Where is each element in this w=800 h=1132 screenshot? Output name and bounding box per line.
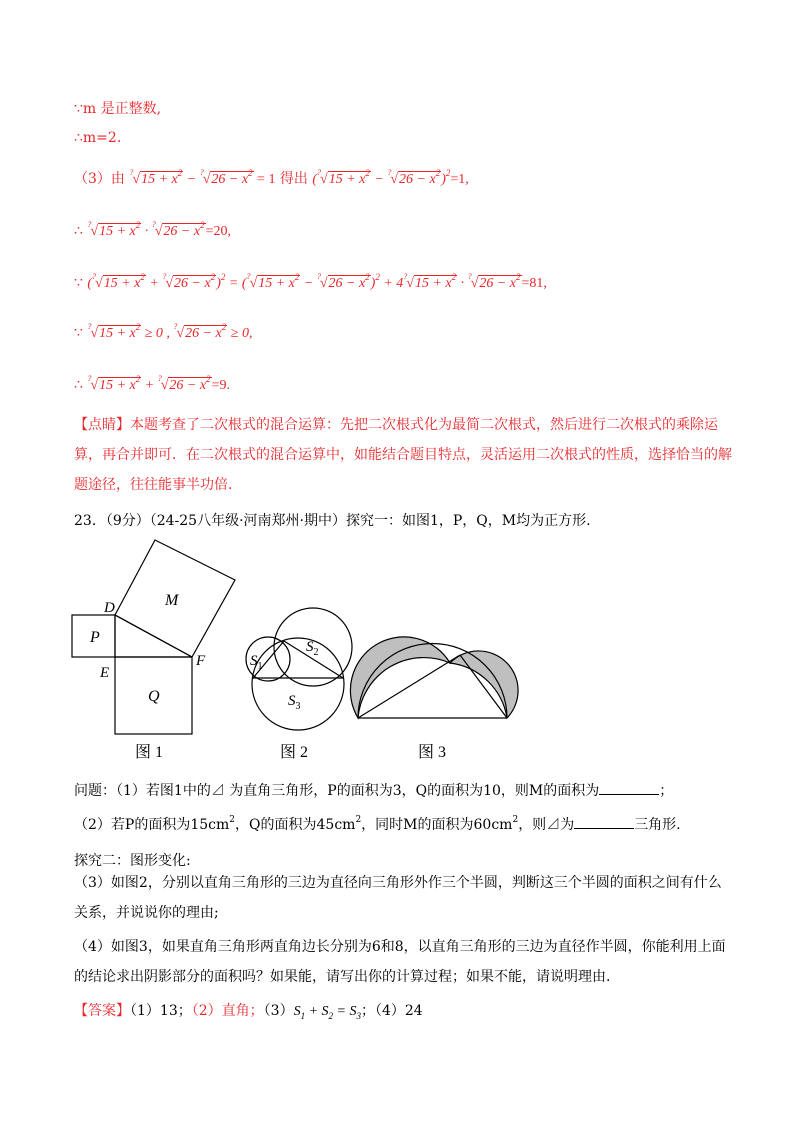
- solution-line-1: ∵m 是正整数,: [74, 101, 162, 117]
- solution-line-2: ∴m=2.: [74, 130, 122, 146]
- solution-line-5: ∵ $(^?√15 + x^2 + ^?√26 - x^2)^2 = (^?√15 + x^2 - ^?√26 - x^2)^2 + 4^?√15 + x^2 \cdot ^?√26 - x^2=81$,: [74, 272, 547, 291]
- radical-expression: $^?√15 + x^2 - ^?√26 - x^2 = 1$: [129, 168, 276, 187]
- solution-line-7: ∴ $^?√15 + x^2 + ^?√26 - x^2=9$.: [74, 374, 230, 393]
- solution-line-3: （3）由 $^?√15 + x^2 - ^?√26 - x^2 = 1$ 得出 $(^?√15 + x^2 - ^?√26 - x^2)^2=1$,: [74, 168, 469, 187]
- radical-identity: $(^?√15 + x^2 + ^?√26 - x^2)^2 = (^?√15 + x^2 - ^?√26 - x^2)^2 + 4^?√15 + x^2 \cdot ^?√26 - x^2$: [87, 272, 521, 291]
- fig3-caption: 图 3: [418, 744, 447, 761]
- shaded-lune-right: [450, 651, 518, 718]
- fig2-caption: 图 2: [280, 744, 309, 761]
- figures: [60, 535, 520, 770]
- label-Q: Q: [148, 688, 160, 705]
- label-F: F: [196, 653, 206, 669]
- figure-3: [350, 637, 518, 718]
- question-1: 问题：（1）若图1中的⊿ 为直角三角形，P的面积为3，Q的面积为10，则M的面积为 ；: [74, 783, 674, 799]
- explore-2-header: 探究二：图形变化:: [74, 853, 191, 869]
- circle-S3: [252, 638, 344, 730]
- comment-text: 本题考查了二次根式的混合运算：先把二次根式化为最简二次根式，然后进行二次根式的乘除运算，再合并即可．在二次根式的混合运算中，如能结合题目特点，灵活运用二次根式的性质，选择恰当的解题途径，往往能事半功倍.: [74, 417, 732, 493]
- answer-blank-1[interactable]: [599, 782, 659, 795]
- question-2: （2）若P的面积为$15cm^2$，Q的面积为$45cm^2$，同时M的面积为$60cm^2$，则⊿为 三角形.: [74, 815, 681, 833]
- label-S2: $S_2$: [306, 639, 319, 658]
- comment-tag: 【点睛】: [74, 417, 130, 433]
- solution-line-6: ∵ $^?√15 + x^2 \ge 0$ , $^?√26 - x^2 \ge 0$,: [74, 322, 253, 341]
- answer-tag: 【答案】: [74, 1003, 130, 1019]
- right-triangle-DEF: [115, 615, 192, 657]
- radical-expression-squared: $(^?√15 + x^2 - ^?√26 - x^2)^2$: [312, 168, 451, 187]
- label-S1: $S_1$: [250, 653, 263, 672]
- question-4: （4）如图3，如果直角三角形两直角边长分别为6和8，以直角三角形的三边为直径作半圆，你能利用上面的结论求出阴影部分的面积吗？如果能，请写出你的计算过程；如果不能，请说明理由.: [74, 939, 726, 985]
- solution-line-4: ∴ $^?√15 + x^2 \cdot ^?√26 - x^2=20$,: [74, 220, 231, 239]
- label-D: D: [104, 600, 115, 616]
- label-E: E: [100, 665, 110, 681]
- radical-nonneg: $^?√15 + x^2 \ge 0$ , $^?√26 - x^2 \ge 0$: [87, 322, 249, 341]
- fig1-caption: 图 1: [135, 744, 164, 761]
- radical-sum: $^?√15 + x^2 + ^?√26 - x^2$: [87, 374, 211, 393]
- label-P: P: [90, 629, 100, 646]
- radical-product: $^?√15 + x^2 \cdot ^?√26 - x^2$: [87, 220, 205, 239]
- comment-block: [74, 410, 734, 500]
- answer-line: 【答案】（1）13；（2）直角；$(3)S_1 + S_2 = S_3$；（4）24: [74, 1003, 423, 1021]
- label-S3: $S_3$: [288, 693, 301, 712]
- shaded-lune-left: [350, 637, 450, 718]
- answer-blank-2[interactable]: [574, 816, 634, 829]
- question-header: 23．（9分）（24-25八年级·河南郑州·期中）探究一：如图1，P，Q，M均为正方形.: [74, 513, 591, 529]
- label-M: M: [165, 592, 179, 609]
- question-3: （3）如图2，分别以直角三角形的三边为直径向三角形外作三个半圆，判断这三个半圆的面积之间有什么关系，并说说你的理由;: [74, 875, 722, 921]
- answer-formula: $S_1 + S_2 = S_3$: [293, 1004, 361, 1021]
